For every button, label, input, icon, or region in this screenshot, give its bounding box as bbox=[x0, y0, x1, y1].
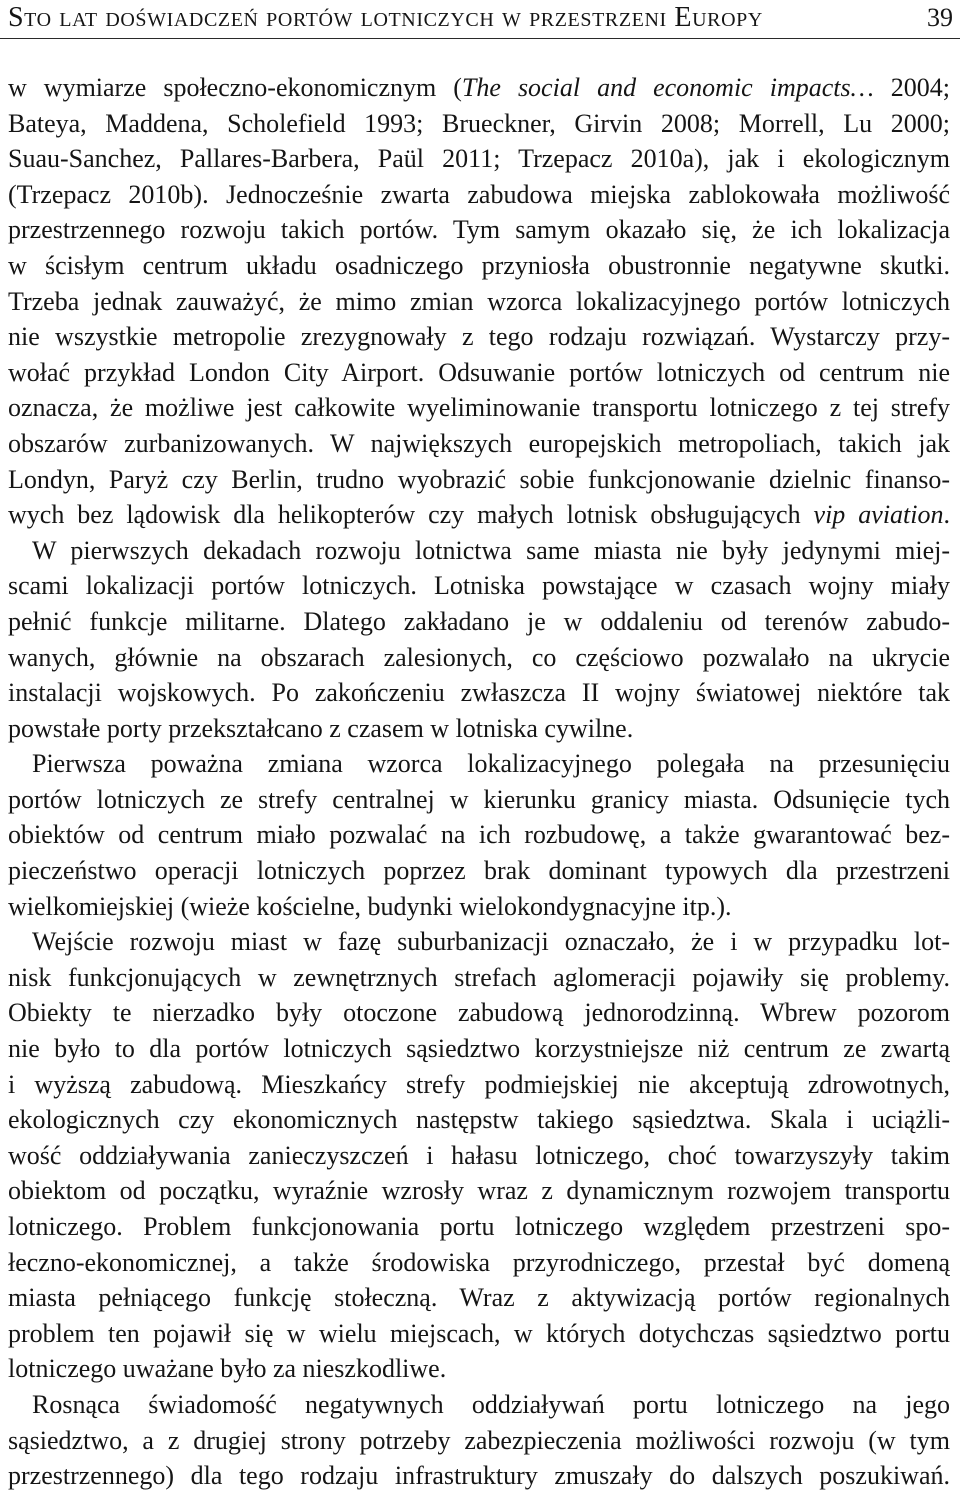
text-line: W pierwszych dekadach rozwoju lotnictwa same miasta nie były jedynymi miej- bbox=[32, 535, 950, 565]
text-line: scami lokalizacji portów lotniczych. Lotniska powstające w czasach wojny miały bbox=[8, 571, 950, 601]
text-line: wołać przykład London City Airport. Odsuwanie portów lotniczych od centrum nie bbox=[8, 357, 950, 387]
body-text bbox=[8, 70, 950, 1494]
text-line: pieczeństwo operacji lotniczych poprzez brak dominant typowych dla przestrzeni bbox=[8, 856, 950, 886]
text-line: Rosnąca świadomość negatywnych oddziaływań portu lotniczego na jego bbox=[32, 1389, 950, 1419]
text-line: w ścisłym centrum układu osadniczego przyniosła obustronnie negatywne skutki. bbox=[8, 250, 950, 280]
text-line: powstałe porty przekształcano z czasem w lotniska cywilne. bbox=[8, 713, 634, 743]
text-line bbox=[8, 70, 950, 106]
paragraph bbox=[8, 746, 950, 924]
text-line: obiektów od centrum miało pozwalać na ich rozbudowę, a także gwarantować bez- bbox=[8, 820, 950, 850]
text-segment: w wymiarze społeczno-ekonomicznym ( bbox=[8, 73, 462, 102]
paragraph bbox=[8, 70, 950, 533]
running-title: Sto lat doświadczeń portów lotniczych w przestrzeni Europy bbox=[8, 2, 763, 33]
text-segment: 2004; bbox=[873, 73, 950, 102]
text-line: Londyn, Paryż czy Berlin, trudno wyobrazić sobie funkcjonowanie dzielnic finanso- bbox=[8, 464, 950, 494]
paragraph bbox=[8, 924, 950, 1387]
text-line: lotniczego uważane było za nieszkodliwe. bbox=[8, 1354, 447, 1384]
italic-text: vip aviation bbox=[813, 500, 944, 530]
text-line: sąsiedztwo, a z drugiej strony potrzeby zabezpieczenia możliwości rozwoju (w tym bbox=[8, 1425, 950, 1455]
text-line: wość oddziaływania zanieczyszczeń i hałasu lotniczego, choć towarzyszyły takim bbox=[8, 1140, 950, 1170]
text-line: łeczno-ekonomicznej, a także środowiska przyrodniczego, przestał być domeną bbox=[8, 1247, 950, 1277]
text-line: przestrzennego rozwoju takich portów. Tym samym okazało się, że ich lokalizacja bbox=[8, 215, 950, 245]
text-line: instalacji wojskowych. Po zakończeniu zwłaszcza II wojny światowej niektóre tak bbox=[8, 678, 950, 708]
text-line: nie było to dla portów lotniczych sąsiedztwo korzystniejsze niż centrum ze zwartą bbox=[8, 1034, 950, 1064]
text-line: miasta pełniącego funkcję stołeczną. Wraz z aktywizacją portów regionalnych bbox=[8, 1283, 950, 1313]
text-line: i wyższą zabudową. Mieszkańcy strefy podmiejskiej nie akceptują zdrowotnych, bbox=[8, 1069, 950, 1099]
paragraph bbox=[8, 533, 950, 747]
text-line: obiektom od początku, wyraźnie wzrosły wraz z dynamicznym rozwojem transportu bbox=[8, 1176, 950, 1206]
paragraph bbox=[8, 1387, 950, 1494]
page-number: 39 bbox=[927, 3, 953, 32]
text-line: pełnić funkcje militarne. Dlatego zakładano je w oddaleniu od terenów zabudo- bbox=[8, 606, 950, 636]
text-segment: . bbox=[943, 500, 950, 530]
text-line bbox=[8, 497, 950, 533]
text-line: Obiekty te nierzadko były otoczone zabudową jednorodzinną. Wbrew pozorom bbox=[8, 998, 950, 1028]
running-header bbox=[0, 0, 960, 39]
text-line: Bateya, Maddena, Scholefield 1993; Brueckner, Girvin 2008; Morrell, Lu 2000; bbox=[8, 108, 950, 138]
text-line: (Trzepacz 2010b). Jednocześnie zwarta zabudowa miejska zablokowała możliwość bbox=[8, 179, 950, 209]
text-line: lotniczego. Problem funkcjonowania portu lotniczego względem przestrzeni spo- bbox=[8, 1212, 950, 1241]
text-line: problem ten pojawił się w wielu miejscach, w których dotychczas sąsiedztwo portu bbox=[8, 1318, 950, 1348]
text-line: Pierwsza poważna zmiana wzorca lokalizacyjnego polegała na przesunięciu bbox=[32, 749, 950, 779]
italic-text: The social and economic impacts… bbox=[461, 73, 874, 102]
text-line: Wejście rozwoju miast w fazę suburbanizacji oznaczało, że i w przypadku lot- bbox=[32, 927, 950, 957]
text-line: wielkomiejskiej (wieże kościelne, budynki wielokondygnacyjne itp.). bbox=[8, 891, 732, 921]
text-line: oznacza, że możliwe jest całkowite wyeliminowanie transportu lotniczego z tej strefy bbox=[8, 393, 950, 423]
text-line: wanych, głównie na obszarach zalesionych, co częściowo pozwalało na ukrycie bbox=[8, 642, 950, 672]
text-line: portów lotniczych ze strefy centralnej w kierunku granicy miasta. Odsunięcie tych bbox=[8, 784, 950, 814]
text-line: nisk funkcjonujących w zewnętrznych strefach aglomeracji pojawiły się problemy. bbox=[8, 962, 950, 992]
text-line: Trzeba jednak zauważyć, że mimo zmian wzorca lokalizacyjnego portów lotniczych bbox=[8, 286, 950, 316]
text-line: nie wszystkie metropolie zrezygnowały z tego rodzaju rozwiązań. Wystarczy przy- bbox=[8, 322, 950, 352]
text-line: obszarów zurbanizowanych. W największych europejskich metropoliach, takich jak bbox=[8, 428, 950, 458]
text-line: przestrzennego) dla tego rodzaju infrastruktury zmuszały do dalszych poszukiwań. bbox=[8, 1461, 950, 1491]
text-segment: wych bez lądowisk dla helikopterów czy małych lotnisk obsługujących bbox=[8, 500, 814, 530]
text-line: ekologicznych czy ekonomicznych następstw takiego sąsiedztwa. Skala i uciążli- bbox=[8, 1105, 950, 1135]
text-line: Suau-Sanchez, Pallares-Barbera, Paül 2011; Trzepacz 2010a), jak i ekologicznym bbox=[8, 144, 950, 174]
